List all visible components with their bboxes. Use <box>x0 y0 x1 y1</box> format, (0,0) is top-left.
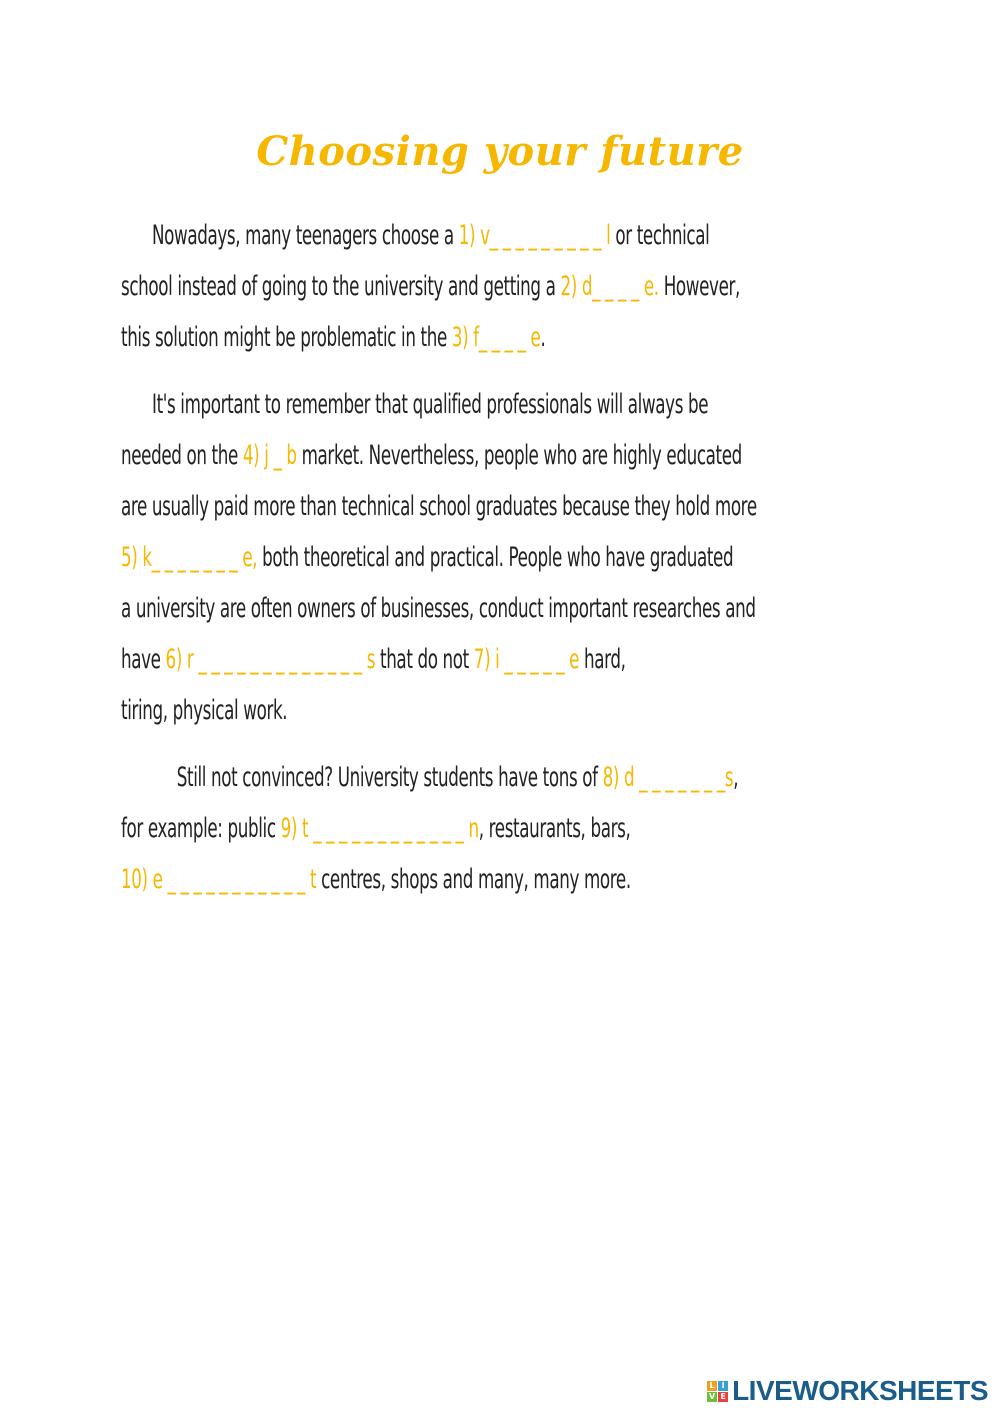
logo-tile-e: E <box>718 1392 728 1402</box>
text-segment: centres, shops and many, many more. <box>316 864 631 895</box>
text-segment: , <box>733 762 739 793</box>
worksheet-text <box>121 210 891 905</box>
text-segment: Still not convinced? University students have tons of <box>176 762 603 793</box>
logo-tile-i: I <box>718 1381 728 1391</box>
liveworksheets-logo <box>707 1375 988 1407</box>
text-segment: , restaurants, bars, <box>478 813 631 844</box>
text-segment: Nowadays, many teenagers choose a <box>152 220 459 251</box>
paragraph-2-line-3 <box>121 481 890 532</box>
gap-blank-10[interactable]: 10) e _ _ _ _ _ _ _ _ _ _ _ t <box>121 864 317 895</box>
paragraph-1-line-1 <box>121 210 921 261</box>
paragraph-2-line-2 <box>121 430 890 481</box>
text-segment: . <box>540 322 546 353</box>
paragraph-3-line-1 <box>121 752 946 803</box>
gap-blank-7[interactable]: 7) i _ _ _ _ _ e <box>473 644 580 675</box>
text-segment: It's important to remember that qualified professionals will always be <box>152 389 709 420</box>
paragraph-1-line-2 <box>121 261 890 312</box>
logo-icon <box>707 1381 728 1402</box>
logo-tile-v: V <box>708 1391 716 1401</box>
gap-blank-4[interactable]: 4) j _ b <box>242 440 297 471</box>
gap-blank-8[interactable]: 8) d _ _ _ _ _ _ _s <box>602 762 734 793</box>
text-segment: are usually paid more than technical school graduates because they hold more <box>121 491 757 522</box>
gap-blank-1[interactable]: 1) v_ _ _ _ _ _ _ _ _ l <box>458 220 611 251</box>
paragraph-2-line-5 <box>121 583 890 634</box>
gap-blank-9[interactable]: 9) t _ _ _ _ _ _ _ _ _ _ _ _ n <box>280 813 479 844</box>
worksheet-title: Choosing your future <box>256 128 744 175</box>
paragraph-3-line-2 <box>121 803 890 854</box>
text-segment: a university are often owners of businesses, conduct important researches and <box>121 593 756 624</box>
gap-blank-6[interactable]: 6) r _ _ _ _ _ _ _ _ _ _ _ _ _ s <box>165 644 376 675</box>
text-segment: hard, <box>579 644 626 675</box>
logo-wordmark: LIVEWORKSHEETS <box>732 1375 988 1406</box>
gap-blank-2[interactable]: 2) d_ _ _ _ e. <box>560 271 659 302</box>
text-segment: have <box>121 644 166 675</box>
text-segment: both theoretical and practical. People who have graduated <box>257 542 734 573</box>
paragraph-2-line-7 <box>121 685 890 736</box>
gap-blank-5[interactable]: 5) k_ _ _ _ _ _ _ e, <box>121 542 258 573</box>
text-segment: this solution might be problematic in the <box>121 322 452 353</box>
paragraph-1-line-3 <box>121 312 890 363</box>
logo-tile-l: L <box>707 1381 717 1391</box>
paragraph-2-line-4 <box>121 532 890 583</box>
gap-blank-3[interactable]: 3) f_ _ _ _ e <box>451 322 541 353</box>
paragraph-3-line-3 <box>121 854 890 905</box>
text-segment: market. Nevertheless, people who are highly educated <box>296 440 742 471</box>
text-segment: that do not <box>375 644 474 675</box>
text-segment: tiring, physical work. <box>121 695 288 726</box>
text-segment: However, <box>658 271 740 302</box>
text-segment: for example: public <box>121 813 281 844</box>
text-segment: needed on the <box>121 440 243 471</box>
paragraph-2-line-1 <box>121 379 921 430</box>
text-segment: or technical <box>610 220 710 251</box>
text-segment: school instead of going to the university and getting a <box>121 271 561 302</box>
paragraph-2-line-6 <box>121 634 890 685</box>
